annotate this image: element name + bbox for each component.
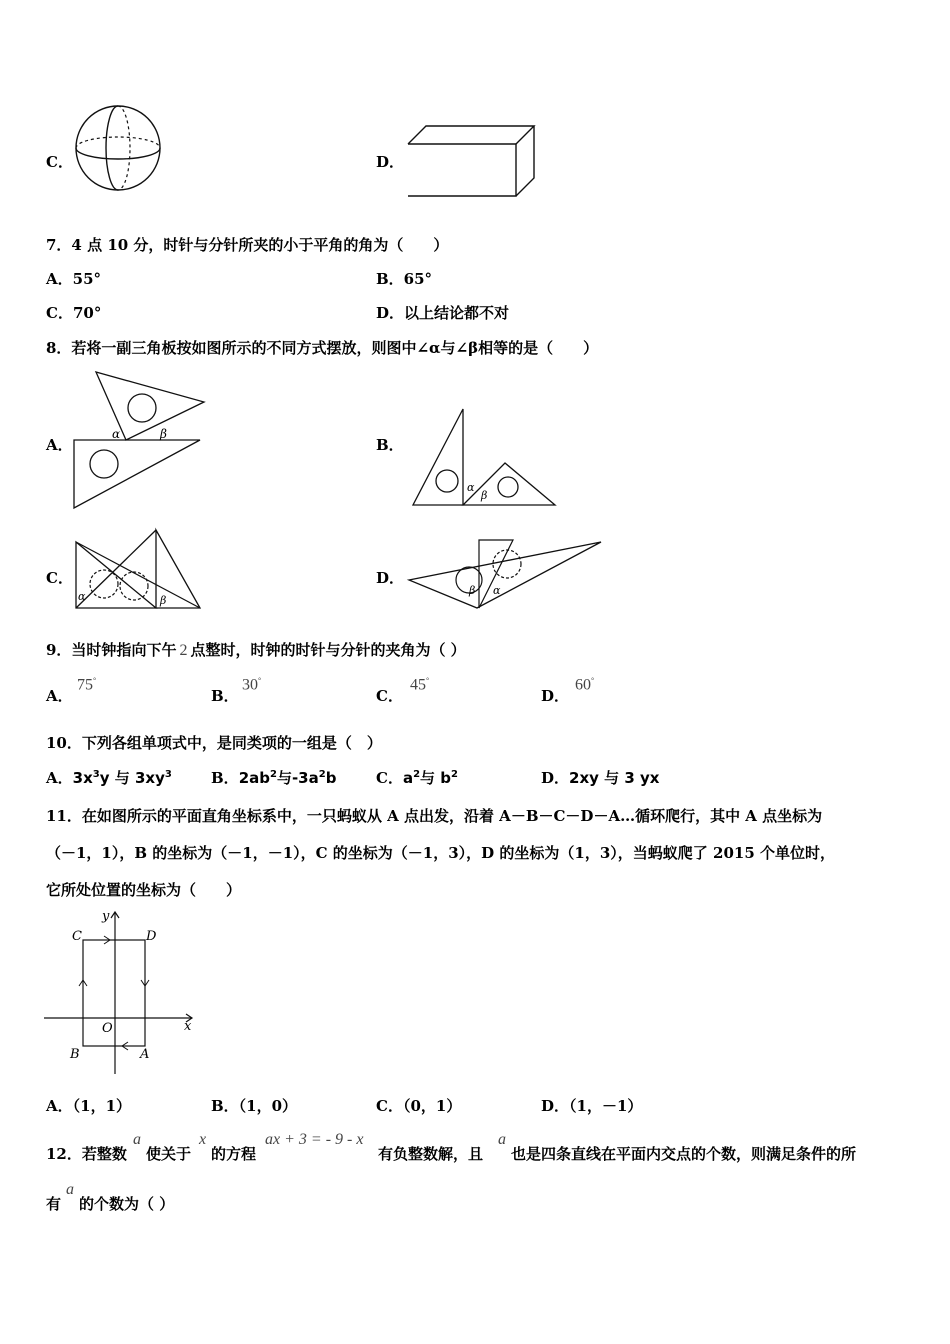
q8b-beta: β (481, 489, 488, 502)
q8-stem: 8．若将一副三角板按如图所示的不同方式摆放，则图中∠α与∠β相等的是（ ） (46, 339, 599, 357)
q12-var-x: x (199, 1131, 207, 1148)
q10-stem: 10．下列各组单项式中，是同类项的一组是（ ） (46, 734, 382, 752)
point-b-label: B (70, 1047, 80, 1062)
q9-option-a (46, 686, 73, 706)
point-c-label: C (72, 929, 82, 944)
q8b-alpha: α (467, 481, 475, 494)
q11-option-c: C．（0，1） (376, 1097, 462, 1115)
q8-figure-c (72, 528, 207, 613)
q9-c-value: 45° (410, 676, 430, 694)
q12-equation: ax + 3 = - 9 - x (265, 1131, 364, 1148)
q10-option-c: C．$a^2$与 $b^2$ (376, 769, 458, 787)
q11-coordinate-figure (42, 906, 202, 1076)
q11-option-a: A．（1，1） (46, 1097, 132, 1115)
q8-figure-b (405, 405, 560, 510)
q8-option-c-label: C． (46, 569, 73, 587)
q8c-beta: β (160, 594, 167, 607)
q9-stem-num: 2 (179, 642, 188, 659)
q9-option-d (541, 686, 569, 706)
q12-line2-p1: 有 (46, 1195, 62, 1213)
q9-b-label: B． (211, 687, 239, 705)
option-c-label: C． (46, 153, 73, 171)
option-d-label: D． (376, 153, 405, 171)
q11-stem-line2: （－1，1），B 的坐标为（－1，－1），C 的坐标为（－1，3），D 的坐标为（1，3），当蚂蚁爬了 2015 个单位时， (46, 844, 835, 862)
q12-p3: 的方程 (211, 1145, 257, 1163)
q9-option-b (211, 686, 239, 706)
q9-d-label: D． (541, 687, 570, 705)
q8d-alpha: α (493, 584, 501, 597)
q10-option-b: B．$2ab^2$与$-3a^2b$ (211, 769, 337, 787)
q12-p2: 使关于 (146, 1145, 192, 1163)
point-a-label: A (140, 1047, 150, 1062)
y-axis-label: y (102, 909, 110, 924)
q10-option-a: A．$3x^3y$ 与 $3xy^3$ (46, 769, 172, 787)
q12-var-a-1: a (133, 1131, 141, 1148)
q8c-alpha: α (78, 590, 86, 603)
q11-stem-line1: 11．在如图所示的平面直角坐标系中，一只蚂蚁从 A 点出发，沿着 A－B－C－D－A…循环爬行，其中 A 点坐标为 (46, 807, 823, 825)
q7-option-a: A．55° (46, 270, 102, 288)
q12-p5: 也是四条直线在平面内交点的个数，则满足条件的所 (511, 1145, 857, 1163)
q12-p4: 有负整数解，且 (378, 1145, 484, 1163)
q9-stem (46, 640, 466, 661)
point-d-label: D (146, 929, 157, 944)
q11-option-d: D．（1，－1） (541, 1097, 643, 1115)
q12-var-a-3: a (66, 1181, 74, 1198)
q11-option-b: B．（1，0） (211, 1097, 298, 1115)
q9-a-value: 75° (77, 676, 97, 694)
q9-c-label: C． (376, 687, 403, 705)
q8-option-b-label: B． (376, 436, 404, 454)
x-axis-label: x (184, 1019, 192, 1034)
q9-stem-after: 点整时，时钟的时针与分针的夹角为（ ） (190, 641, 466, 659)
q11-stem-line3: 它所处位置的坐标为（ ） (46, 881, 242, 899)
q9-a-label: A． (46, 687, 73, 705)
q8-figure-a (70, 368, 210, 513)
q12-var-a-2: a (498, 1131, 506, 1148)
q9-b-value: 30° (242, 676, 262, 694)
q8a-beta: β (160, 427, 167, 441)
q8-figure-d (405, 534, 610, 614)
q7-option-d: D．以上结论都不对 (376, 304, 510, 322)
origin-label: O (102, 1021, 113, 1036)
q9-stem-before: 9．当时钟指向下午 (46, 641, 177, 659)
q10-option-d: D．2xy 与 3 yx (541, 769, 660, 787)
q7-option-b: B．65° (376, 270, 433, 288)
q7-option-c: C．70° (46, 304, 102, 322)
q9-d-value: 60° (575, 676, 595, 694)
sphere-figure (72, 100, 168, 196)
q8-option-d-label: D． (376, 569, 405, 587)
q9-option-c (376, 686, 403, 706)
q7-stem: 7．4 点 10 分，时针与分针所夹的小于平角的角为（ ） (46, 236, 449, 254)
q12-p1: 12．若整数 (46, 1145, 127, 1163)
q8a-alpha: α (112, 427, 121, 441)
q8-option-a-label: A． (46, 436, 73, 454)
q12-line2-p2: 的个数为（ ） (79, 1195, 175, 1213)
rectangular-prism-figure (400, 120, 540, 200)
q8d-beta: β (469, 584, 476, 597)
